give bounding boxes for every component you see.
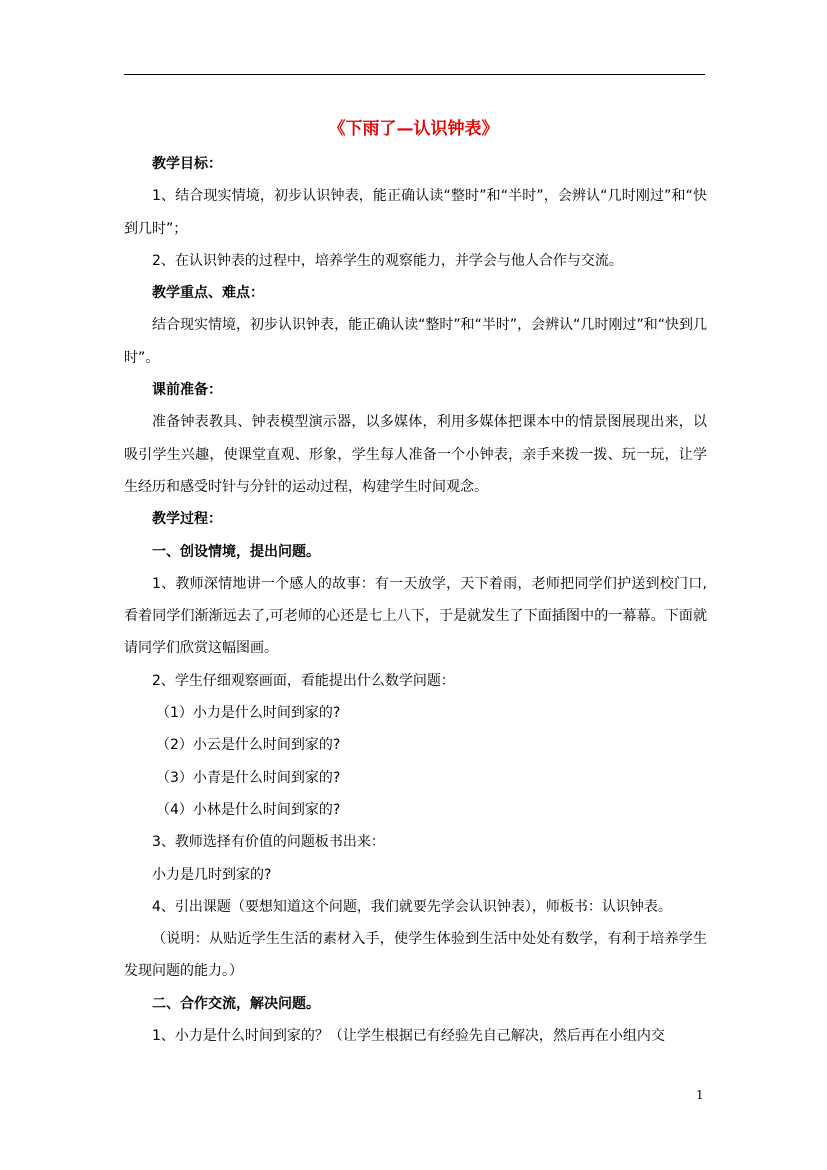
document-title: 《下雨了—认识钟表》 bbox=[328, 119, 499, 139]
heading-objectives: 教学目标： bbox=[152, 156, 222, 172]
paragraph: 1、小力是什么时间到家的？（让学生根据已有经验先自己解决，然后再在小组内交 bbox=[152, 1028, 665, 1045]
paragraph: 准备钟表教具、钟表模型演示器，以多媒体，利用多媒体把课本中的情景图展现出来，以吸引学生兴趣，使课堂直观、形象，学生每人准备一个小钟表，亲手来拨一拨、玩一玩，让学生经历和感受时针与分针的运动过程，构建学生时间观念。 bbox=[124, 414, 707, 495]
paragraph: 2、在认识钟表的过程中，培养学生的观察能力，并学会与他人合作与交流。 bbox=[152, 252, 623, 269]
paragraph: 1、结合现实情境，初步认识钟表，能正确认读“整时”和“半时”，会辨认“几时刚过”和“快到几时”； bbox=[124, 188, 707, 237]
header-rule bbox=[124, 74, 705, 75]
paragraph: 3、教师选择有价值的问题板书出来： bbox=[152, 834, 385, 851]
heading-process: 教学过程： bbox=[152, 511, 222, 528]
paragraph: 2、学生仔细观察画面，看能提出什么数学问题： bbox=[152, 672, 455, 689]
section-heading: 一、创设情境，提出问题。 bbox=[152, 543, 320, 560]
page-number: 1 bbox=[696, 1088, 704, 1102]
heading-preparation: 课前准备： bbox=[152, 382, 222, 399]
list-item: （3）小青是什么时间到家的? bbox=[156, 769, 341, 786]
list-item: （4）小林是什么时间到家的? bbox=[156, 801, 341, 818]
paragraph: 小力是几时到家的? bbox=[152, 866, 272, 883]
document-body bbox=[124, 148, 707, 1052]
paragraph: 结合现实情境，初步认识钟表，能正确认读“整时”和“半时”，会辨认“几时刚过”和“快到几时”。 bbox=[124, 317, 707, 366]
list-item: （1）小力是什么时间到家的? bbox=[156, 705, 341, 722]
paragraph: （说明：从贴近学生生活的素材入手，使学生体验到生活中处处有数学，有利于培养学生发现问题的能力。） bbox=[124, 931, 707, 980]
heading-key-points: 教学重点、难点： bbox=[152, 285, 264, 302]
section-heading: 二、合作交流，解决问题。 bbox=[152, 995, 320, 1012]
paragraph: 4、引出课题（要想知道这个问题，我们就要先学会认识钟表），师板书：认识钟表。 bbox=[152, 898, 672, 915]
paragraph: 1、教师深情地讲一个感人的故事：有一天放学，天下着雨，老师把同学们护送到校门口,看着同学们渐渐远去了,可老师的心还是七上八下，于是就发生了下面插图中的一幕幕。下面就请同学们欣赏这幅图画。 bbox=[124, 575, 707, 657]
list-item: （2）小云是什么时间到家的? bbox=[156, 737, 341, 754]
